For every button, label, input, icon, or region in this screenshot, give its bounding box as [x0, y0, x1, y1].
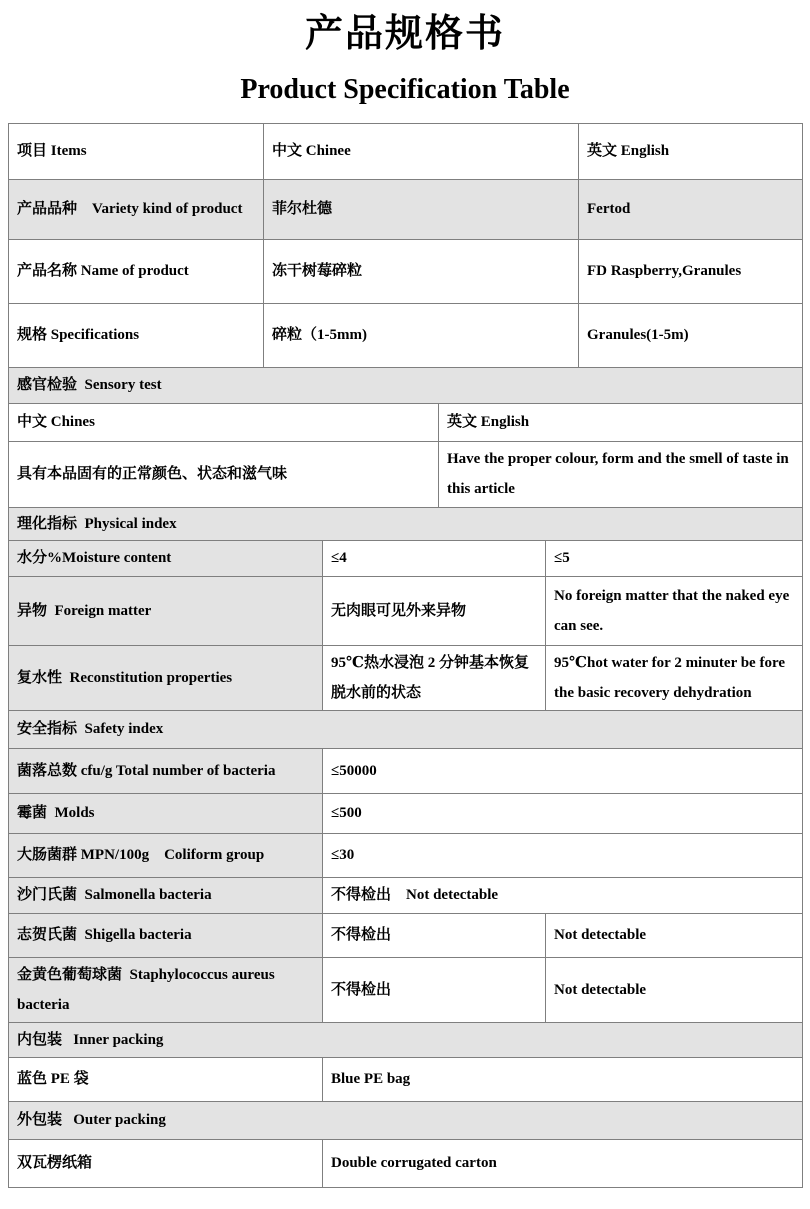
staphylococcus-cn-cell: 不得检出	[323, 957, 546, 1022]
total-bacteria-label-cell: 菌落总数 cfu/g Total number of bacteria	[9, 748, 323, 793]
inner-packing-title-cell: 内包装 Inner packing	[9, 1022, 803, 1057]
product-info-table	[8, 123, 803, 368]
spec-sheet	[0, 10, 810, 1188]
table-row	[9, 833, 803, 877]
table-row	[9, 403, 803, 441]
sensory-cn-value-cell: 具有本品固有的正常颜色、状态和滋气味	[9, 441, 439, 507]
product-name-cn-cell: 冻干树莓碎粒	[264, 239, 579, 303]
table-row	[9, 576, 803, 645]
section-header-row	[9, 367, 803, 403]
staphylococcus-label-cell: 金黄色葡萄球菌 Staphylococcus aureus bacteria	[9, 957, 323, 1022]
table-row	[9, 913, 803, 957]
outer-packing-en-cell: Double corrugated carton	[323, 1139, 803, 1187]
physical-index-table	[8, 507, 803, 711]
safety-section-title-cell: 安全指标 Safety index	[9, 710, 803, 748]
molds-label-cell: 霉菌 Molds	[9, 793, 323, 833]
moisture-label-cell: 水分%Moisture content	[9, 540, 323, 576]
variety-en-cell: Fertod	[579, 179, 803, 239]
staphylococcus-en-cell: Not detectable	[546, 957, 803, 1022]
outer-packing-title-cell: 外包装 Outer packing	[9, 1101, 803, 1139]
table-row	[9, 645, 803, 710]
section-header-row	[9, 710, 803, 748]
table-row	[9, 179, 803, 239]
page-title-zh: 产品规格书	[304, 13, 505, 55]
safety-index-table	[8, 710, 803, 1023]
table-row	[9, 441, 803, 507]
moisture-en-cell: ≤5	[546, 540, 803, 576]
product-name-en-cell: FD Raspberry,Granules	[579, 239, 803, 303]
molds-value-cell: ≤500	[323, 793, 803, 833]
shigella-en-cell: Not detectable	[546, 913, 803, 957]
table-row	[9, 1139, 803, 1187]
product-name-label-cell: 产品名称 Name of product	[9, 239, 264, 303]
reconstitution-en-cell: 95℃hot water for 2 minuter be fore the basic recovery dehydration	[546, 645, 803, 710]
reconstitution-label-cell: 复水性 Reconstitution properties	[9, 645, 323, 710]
table-row	[9, 239, 803, 303]
coliform-label-cell: 大肠菌群 MPN/100g Coliform group	[9, 833, 323, 877]
coliform-value-cell: ≤30	[323, 833, 803, 877]
variety-label-cell: 产品品种 Variety kind of product	[9, 179, 264, 239]
table-row	[9, 123, 803, 179]
specifications-label-cell: 规格 Specifications	[9, 303, 264, 367]
reconstitution-cn-cell: 95℃热水浸泡 2 分钟基本恢复脱水前的状态	[323, 645, 546, 710]
table-row	[9, 303, 803, 367]
salmonella-value-cell: 不得检出 Not detectable	[323, 877, 803, 913]
sensory-test-table	[8, 367, 803, 508]
section-header-row	[9, 1101, 803, 1139]
variety-cn-cell: 菲尔杜德	[264, 179, 579, 239]
inner-packing-en-cell: Blue PE bag	[323, 1057, 803, 1101]
table-row	[9, 1057, 803, 1101]
moisture-cn-cell: ≤4	[323, 540, 546, 576]
sensory-cn-header-cell: 中文 Chines	[9, 403, 439, 441]
table-row	[9, 877, 803, 913]
shigella-label-cell: 志贺氏菌 Shigella bacteria	[9, 913, 323, 957]
sensory-en-value-cell: Have the proper colour, form and the smell of taste in this article	[439, 441, 803, 507]
shigella-cn-cell: 不得检出	[323, 913, 546, 957]
chinese-header-cell: 中文 Chinee	[264, 123, 579, 179]
sensory-section-title-cell: 感官检验 Sensory test	[9, 367, 803, 403]
items-header-cell: 项目 Items	[9, 123, 264, 179]
table-row	[9, 748, 803, 793]
foreign-matter-cn-cell: 无肉眼可见外来异物	[323, 576, 546, 645]
foreign-matter-label-cell: 异物 Foreign matter	[9, 576, 323, 645]
table-row	[9, 540, 803, 576]
foreign-matter-en-cell: No foreign matter that the naked eye can see.	[546, 576, 803, 645]
section-header-row	[9, 1022, 803, 1057]
packing-table	[8, 1022, 803, 1188]
specifications-cn-cell: 碎粒（1-5mm)	[264, 303, 579, 367]
section-header-row	[9, 507, 803, 540]
sensory-en-header-cell: 英文 English	[439, 403, 803, 441]
table-row	[9, 957, 803, 1022]
inner-packing-cn-cell: 蓝色 PE 袋	[9, 1057, 323, 1101]
specifications-en-cell: Granules(1-5m)	[579, 303, 803, 367]
page-title-en: Product Specification Table	[240, 74, 570, 106]
total-bacteria-value-cell: ≤50000	[323, 748, 803, 793]
physical-section-title-cell: 理化指标 Physical index	[9, 507, 803, 540]
outer-packing-cn-cell: 双瓦楞纸箱	[9, 1139, 323, 1187]
table-row	[9, 793, 803, 833]
salmonella-label-cell: 沙门氏菌 Salmonella bacteria	[9, 877, 323, 913]
english-header-cell: 英文 English	[579, 123, 803, 179]
